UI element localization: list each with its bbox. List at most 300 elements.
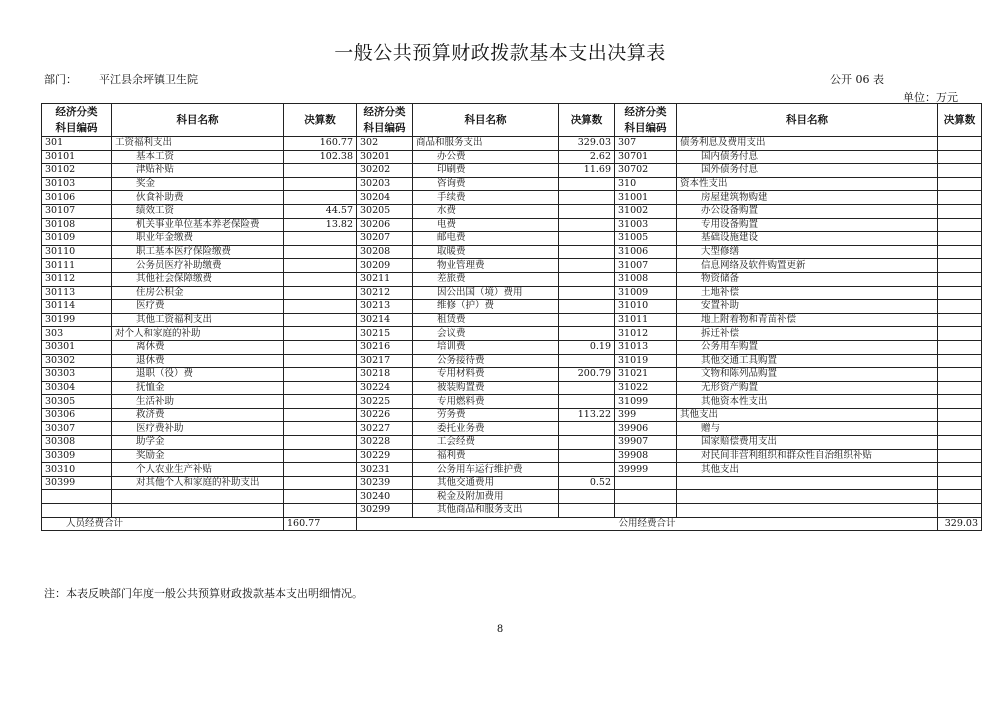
cell-code — [615, 504, 677, 518]
cell-amount: 102.38 — [284, 150, 357, 164]
cell-amount — [559, 490, 615, 504]
cell-amount — [938, 490, 982, 504]
table-row — [42, 164, 982, 178]
cell-amount: 0.19 — [559, 340, 615, 354]
cell-amount — [559, 272, 615, 286]
cell-code: 30112 — [42, 272, 112, 286]
cell-code: 30103 — [42, 177, 112, 191]
cell-code — [615, 490, 677, 504]
public-total-label: 公用经费合计 — [357, 517, 938, 530]
cell-name: 退职（役）费 — [112, 368, 284, 382]
cell-code: 30206 — [357, 218, 413, 232]
cell-amount — [559, 381, 615, 395]
cell-name: 土地补偿 — [677, 286, 938, 300]
cell-name: 住房公积金 — [112, 286, 284, 300]
cell-code: 30107 — [42, 204, 112, 218]
cell-name: 伙食补助费 — [112, 191, 284, 205]
cell-name — [677, 476, 938, 490]
cell-amount — [284, 408, 357, 422]
cell-amount — [938, 408, 982, 422]
cell-name: 其他支出 — [677, 408, 938, 422]
cell-amount — [938, 204, 982, 218]
cell-amount: 113.22 — [559, 408, 615, 422]
cell-name: 拆迁补偿 — [677, 327, 938, 341]
cell-name: 债务利息及费用支出 — [677, 137, 938, 151]
cell-amount — [284, 449, 357, 463]
cell-code: 31010 — [615, 300, 677, 314]
cell-code: 31021 — [615, 368, 677, 382]
cell-code: 30207 — [357, 232, 413, 246]
cell-name: 医疗费 — [112, 300, 284, 314]
cell-amount: 200.79 — [559, 368, 615, 382]
cell-amount — [559, 218, 615, 232]
cell-amount — [559, 191, 615, 205]
cell-amount — [284, 313, 357, 327]
cell-amount — [938, 476, 982, 490]
cell-amount — [284, 422, 357, 436]
cell-code: 30226 — [357, 408, 413, 422]
cell-code: 30307 — [42, 422, 112, 436]
cell-name: 助学金 — [112, 436, 284, 450]
public-total-value: 329.03 — [938, 517, 982, 530]
cell-code — [42, 504, 112, 518]
cell-name: 基本工资 — [112, 150, 284, 164]
cell-code: 30227 — [357, 422, 413, 436]
cell-name: 商品和服务支出 — [413, 137, 559, 151]
cell-amount — [284, 340, 357, 354]
cell-code — [42, 490, 112, 504]
cell-amount — [559, 204, 615, 218]
cell-name: 国家赔偿费用支出 — [677, 436, 938, 450]
cell-name: 房屋建筑物购建 — [677, 191, 938, 205]
amount-header: 决算数 — [938, 104, 982, 137]
cell-code: 30239 — [357, 476, 413, 490]
cell-name — [677, 490, 938, 504]
cell-code: 307 — [615, 137, 677, 151]
cell-name: 劳务费 — [413, 408, 559, 422]
personnel-total-value: 160.77 — [284, 517, 357, 530]
cell-amount — [559, 245, 615, 259]
cell-name: 地上附着物和青苗补偿 — [677, 313, 938, 327]
cell-code: 31011 — [615, 313, 677, 327]
cell-code: 30224 — [357, 381, 413, 395]
cell-code: 31006 — [615, 245, 677, 259]
name-header: 科目名称 — [413, 104, 559, 137]
cell-code: 301 — [42, 137, 112, 151]
cell-amount — [284, 286, 357, 300]
cell-name: 其他资本性支出 — [677, 395, 938, 409]
cell-amount: 13.82 — [284, 218, 357, 232]
table-row — [42, 300, 982, 314]
cell-amount — [938, 177, 982, 191]
cell-name: 物资储备 — [677, 272, 938, 286]
cell-name — [677, 504, 938, 518]
cell-name: 抚恤金 — [112, 381, 284, 395]
table-row — [42, 504, 982, 518]
cell-code: 30106 — [42, 191, 112, 205]
cell-amount — [559, 449, 615, 463]
cell-name: 救济费 — [112, 408, 284, 422]
cell-amount — [938, 150, 982, 164]
cell-name: 因公出国（境）费用 — [413, 286, 559, 300]
cell-amount — [284, 354, 357, 368]
table-row — [42, 340, 982, 354]
cell-name: 其他商品和服务支出 — [413, 504, 559, 518]
cell-name: 租赁费 — [413, 313, 559, 327]
cell-amount — [284, 164, 357, 178]
cell-code: 31022 — [615, 381, 677, 395]
table-row — [42, 177, 982, 191]
cell-amount — [284, 327, 357, 341]
cell-code: 30301 — [42, 340, 112, 354]
cell-amount — [938, 313, 982, 327]
table-row — [42, 422, 982, 436]
table-row — [42, 354, 982, 368]
cell-amount — [284, 504, 357, 518]
cell-name: 信息网络及软件购置更新 — [677, 259, 938, 273]
cell-code: 30113 — [42, 286, 112, 300]
table-row — [42, 476, 982, 490]
cell-name: 退休费 — [112, 354, 284, 368]
code-header: 经济分类 科目编码 — [615, 104, 677, 137]
amount-header: 决算数 — [559, 104, 615, 137]
cell-amount — [938, 381, 982, 395]
cell-code: 30309 — [42, 449, 112, 463]
budget-table — [41, 103, 982, 531]
cell-code: 30225 — [357, 395, 413, 409]
cell-name: 取暖费 — [413, 245, 559, 259]
cell-code: 30108 — [42, 218, 112, 232]
cell-name: 公务接待费 — [413, 354, 559, 368]
cell-name: 其他工资福利支出 — [112, 313, 284, 327]
cell-code: 30208 — [357, 245, 413, 259]
cell-name: 大型修缮 — [677, 245, 938, 259]
cell-name: 对个人和家庭的补助 — [112, 327, 284, 341]
amount-header: 决算数 — [284, 104, 357, 137]
cell-name: 公务用车运行维护费 — [413, 463, 559, 477]
cell-name: 维修（护）费 — [413, 300, 559, 314]
cell-amount — [559, 232, 615, 246]
cell-amount — [284, 381, 357, 395]
cell-amount — [938, 259, 982, 273]
cell-amount — [938, 504, 982, 518]
cell-amount — [284, 259, 357, 273]
table-row — [42, 150, 982, 164]
cell-name: 奖金 — [112, 177, 284, 191]
cell-code: 30303 — [42, 368, 112, 382]
cell-name: 印刷费 — [413, 164, 559, 178]
cell-code: 31012 — [615, 327, 677, 341]
cell-amount — [284, 177, 357, 191]
cell-code: 30212 — [357, 286, 413, 300]
cell-name: 奖励金 — [112, 449, 284, 463]
cell-code: 30308 — [42, 436, 112, 450]
cell-code: 31099 — [615, 395, 677, 409]
cell-amount: 0.52 — [559, 476, 615, 490]
cell-amount — [284, 191, 357, 205]
cell-amount: 44.57 — [284, 204, 357, 218]
cell-amount — [938, 272, 982, 286]
cell-code: 30240 — [357, 490, 413, 504]
table-body — [42, 137, 982, 518]
cell-name: 其他社会保障缴费 — [112, 272, 284, 286]
cell-code: 31019 — [615, 354, 677, 368]
cell-code: 30306 — [42, 408, 112, 422]
cell-name: 会议费 — [413, 327, 559, 341]
cell-name: 医疗费补助 — [112, 422, 284, 436]
cell-code: 30229 — [357, 449, 413, 463]
cell-code: 30215 — [357, 327, 413, 341]
cell-code: 310 — [615, 177, 677, 191]
cell-amount — [938, 137, 982, 151]
footnote: 注：本表反映部门年度一般公共预算财政拨款基本支出明细情况。 — [44, 587, 363, 600]
cell-amount — [938, 449, 982, 463]
cell-name: 电费 — [413, 218, 559, 232]
cell-name: 安置补助 — [677, 300, 938, 314]
cell-name: 基础设施建设 — [677, 232, 938, 246]
cell-code: 30217 — [357, 354, 413, 368]
cell-amount — [284, 368, 357, 382]
cell-amount — [938, 164, 982, 178]
cell-amount — [938, 395, 982, 409]
cell-amount — [284, 300, 357, 314]
cell-code: 30701 — [615, 150, 677, 164]
cell-code: 31005 — [615, 232, 677, 246]
department-name: 平江县余坪镇卫生院 — [99, 73, 198, 86]
table-row — [42, 137, 982, 151]
cell-name: 职工基本医疗保险缴费 — [112, 245, 284, 259]
cell-code: 39906 — [615, 422, 677, 436]
cell-name: 福利费 — [413, 449, 559, 463]
table-row — [42, 368, 982, 382]
cell-code: 30102 — [42, 164, 112, 178]
cell-name: 差旅费 — [413, 272, 559, 286]
cell-name: 国内债务付息 — [677, 150, 938, 164]
cell-name: 公务用车购置 — [677, 340, 938, 354]
cell-name: 咨询费 — [413, 177, 559, 191]
cell-name: 对其他个人和家庭的补助支出 — [112, 476, 284, 490]
cell-code: 303 — [42, 327, 112, 341]
cell-code: 30302 — [42, 354, 112, 368]
cell-code: 30199 — [42, 313, 112, 327]
cell-code: 30228 — [357, 436, 413, 450]
cell-code — [615, 476, 677, 490]
cell-code: 31001 — [615, 191, 677, 205]
cell-code: 31007 — [615, 259, 677, 273]
cell-amount — [938, 218, 982, 232]
cell-code: 30231 — [357, 463, 413, 477]
cell-amount — [938, 368, 982, 382]
page-number: 8 — [496, 624, 504, 635]
department-line — [44, 71, 198, 87]
cell-code: 31002 — [615, 204, 677, 218]
cell-name: 生活补助 — [112, 395, 284, 409]
cell-code: 30109 — [42, 232, 112, 246]
table-row — [42, 286, 982, 300]
cell-name: 专用设备购置 — [677, 218, 938, 232]
cell-amount: 329.03 — [559, 137, 615, 151]
cell-amount — [938, 422, 982, 436]
cell-amount — [284, 476, 357, 490]
personnel-total-label: 人员经费合计 — [42, 517, 284, 530]
cell-amount: 2.62 — [559, 150, 615, 164]
cell-amount — [559, 177, 615, 191]
cell-name: 水费 — [413, 204, 559, 218]
cell-amount — [938, 300, 982, 314]
cell-name: 其他支出 — [677, 463, 938, 477]
cell-name — [112, 504, 284, 518]
cell-amount — [284, 395, 357, 409]
cell-code: 30299 — [357, 504, 413, 518]
cell-amount — [938, 463, 982, 477]
cell-code: 399 — [615, 408, 677, 422]
header-row — [42, 104, 982, 137]
cell-code: 39999 — [615, 463, 677, 477]
cell-code: 39907 — [615, 436, 677, 450]
cell-code: 30202 — [357, 164, 413, 178]
page-title: 一般公共预算财政拨款基本支出决算表 — [334, 42, 666, 64]
code-header: 经济分类 科目编码 — [357, 104, 413, 137]
table-row — [42, 490, 982, 504]
cell-name: 工资福利支出 — [112, 137, 284, 151]
cell-name: 个人农业生产补贴 — [112, 463, 284, 477]
cell-name: 其他交通工具购置 — [677, 354, 938, 368]
cell-name: 税金及附加费用 — [413, 490, 559, 504]
cell-name: 专用材料费 — [413, 368, 559, 382]
table-row — [42, 381, 982, 395]
cell-amount — [284, 232, 357, 246]
cell-name: 离休费 — [112, 340, 284, 354]
cell-name: 赠与 — [677, 422, 938, 436]
cell-name: 公务员医疗补助缴费 — [112, 259, 284, 273]
cell-name: 资本性支出 — [677, 177, 938, 191]
cell-amount — [284, 490, 357, 504]
cell-code: 30201 — [357, 150, 413, 164]
cell-code: 30110 — [42, 245, 112, 259]
cell-code: 31009 — [615, 286, 677, 300]
cell-code: 39908 — [615, 449, 677, 463]
cell-amount — [938, 340, 982, 354]
cell-name: 办公设备购置 — [677, 204, 938, 218]
cell-name — [112, 490, 284, 504]
table-row — [42, 204, 982, 218]
cell-amount — [284, 245, 357, 259]
table-row — [42, 272, 982, 286]
cell-code: 30209 — [357, 259, 413, 273]
name-header: 科目名称 — [112, 104, 284, 137]
cell-name: 绩效工资 — [112, 204, 284, 218]
table-row — [42, 218, 982, 232]
cell-name: 津贴补贴 — [112, 164, 284, 178]
table-row — [42, 232, 982, 246]
cell-code: 30304 — [42, 381, 112, 395]
cell-name: 办公费 — [413, 150, 559, 164]
cell-amount — [938, 245, 982, 259]
cell-amount — [559, 395, 615, 409]
cell-amount — [284, 463, 357, 477]
cell-name: 对民间非营利组织和群众性自治组织补贴 — [677, 449, 938, 463]
totals-row — [42, 517, 982, 530]
cell-code: 31013 — [615, 340, 677, 354]
cell-name: 国外债务付息 — [677, 164, 938, 178]
cell-code: 30305 — [42, 395, 112, 409]
cell-amount — [559, 504, 615, 518]
cell-code: 31008 — [615, 272, 677, 286]
cell-name: 文物和陈列品购置 — [677, 368, 938, 382]
cell-amount — [938, 191, 982, 205]
cell-name: 手续费 — [413, 191, 559, 205]
cell-code: 30205 — [357, 204, 413, 218]
cell-amount — [938, 286, 982, 300]
cell-code: 31003 — [615, 218, 677, 232]
table-row — [42, 395, 982, 409]
cell-code: 30114 — [42, 300, 112, 314]
name-header: 科目名称 — [677, 104, 938, 137]
table-row — [42, 245, 982, 259]
cell-name: 委托业务费 — [413, 422, 559, 436]
table-row — [42, 327, 982, 341]
cell-amount — [559, 436, 615, 450]
cell-name: 工会经费 — [413, 436, 559, 450]
cell-name: 被装购置费 — [413, 381, 559, 395]
cell-amount — [559, 327, 615, 341]
unit-label: 单位：万元 — [903, 91, 958, 104]
table-row — [42, 408, 982, 422]
cell-name: 机关事业单位基本养老保险费 — [112, 218, 284, 232]
cell-name: 物业管理费 — [413, 259, 559, 273]
cell-amount — [284, 436, 357, 450]
table-row — [42, 259, 982, 273]
cell-code: 30216 — [357, 340, 413, 354]
table-row — [42, 463, 982, 477]
cell-name: 职业年金缴费 — [112, 232, 284, 246]
cell-amount — [559, 313, 615, 327]
cell-code: 30218 — [357, 368, 413, 382]
cell-amount — [559, 259, 615, 273]
cell-code: 302 — [357, 137, 413, 151]
cell-amount — [938, 327, 982, 341]
cell-amount — [559, 354, 615, 368]
cell-name: 无形资产购置 — [677, 381, 938, 395]
cell-code: 30310 — [42, 463, 112, 477]
cell-code: 30702 — [615, 164, 677, 178]
table-row — [42, 191, 982, 205]
table-row — [42, 313, 982, 327]
cell-code: 30214 — [357, 313, 413, 327]
department-label: 部门： — [44, 73, 77, 86]
cell-amount — [284, 272, 357, 286]
cell-code: 30399 — [42, 476, 112, 490]
cell-amount — [559, 286, 615, 300]
cell-name: 其他交通费用 — [413, 476, 559, 490]
cell-amount — [559, 422, 615, 436]
cell-code: 30111 — [42, 259, 112, 273]
cell-code: 30204 — [357, 191, 413, 205]
cell-amount — [559, 300, 615, 314]
cell-code: 30203 — [357, 177, 413, 191]
cell-name: 专用燃料费 — [413, 395, 559, 409]
cell-code: 30101 — [42, 150, 112, 164]
form-number: 公开 06 表 — [830, 73, 884, 86]
cell-amount — [559, 463, 615, 477]
cell-code: 30213 — [357, 300, 413, 314]
cell-amount: 160.77 — [284, 137, 357, 151]
table-row — [42, 436, 982, 450]
cell-amount: 11.69 — [559, 164, 615, 178]
code-header: 经济分类 科目编码 — [42, 104, 112, 137]
cell-amount — [938, 232, 982, 246]
cell-amount — [938, 436, 982, 450]
